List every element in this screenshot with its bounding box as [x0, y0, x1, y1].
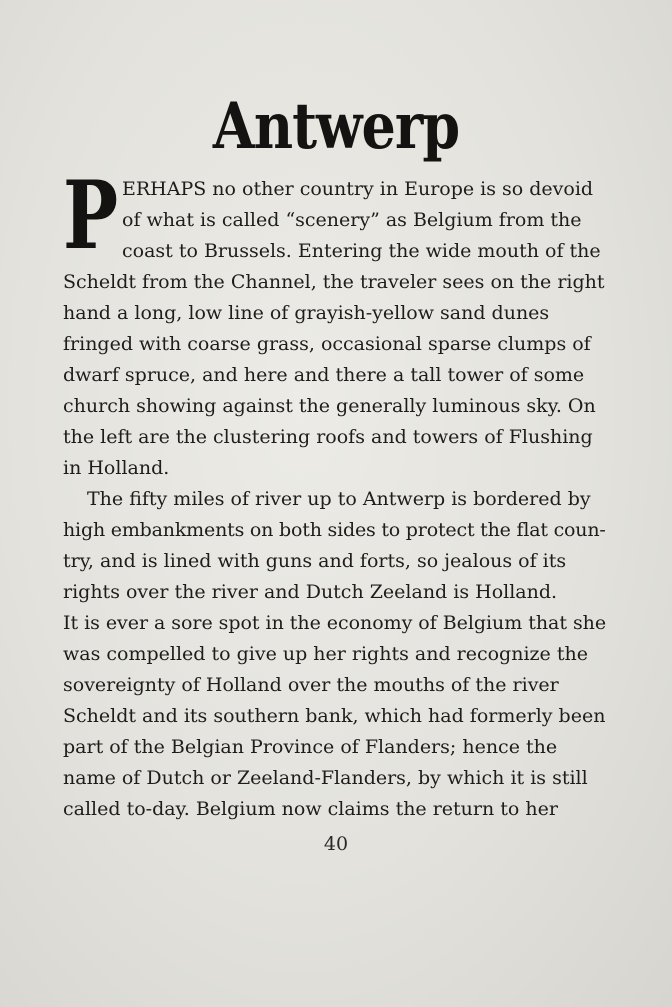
text-line-11: The fifty miles of river up to Antwerp is bordered by	[87, 488, 591, 510]
text-line-7: dwarf spruce, and here and there a tall tower of some	[63, 364, 585, 386]
text-line-16: was compelled to give up her rights and recognize the	[63, 643, 588, 665]
text-line-10: in Holland.	[63, 457, 170, 479]
text-line-5: hand a long, low line of grayish-yellow sand dunes	[63, 302, 550, 324]
text-line-13: try, and is lined with guns and forts, so jealous of its	[63, 550, 567, 572]
text-line-18: Scheldt and its southern bank, which had formerly been	[63, 705, 606, 727]
drop-cap: P	[63, 161, 119, 271]
text-line-4: Scheldt from the Channel, the traveler sees on the right	[63, 271, 605, 293]
text-line-19: part of the Belgian Province of Flanders; hence the	[63, 736, 558, 758]
page-number: 40	[323, 833, 349, 855]
chapter-title: Antwerp	[212, 88, 460, 164]
text-line-21: called to-day. Belgium now claims the return to her	[63, 798, 558, 820]
text-line-12: high embankments on both sides to protect the flat coun-	[63, 519, 606, 541]
text-line-15: It is ever a sore spot in the economy of Belgium that she	[63, 612, 607, 634]
text-line-3: coast to Brussels. Entering the wide mouth of the	[122, 240, 601, 262]
text-line-17: sovereignty of Holland over the mouths of the river	[63, 674, 559, 696]
text-line-14: rights over the river and Dutch Zeeland is Holland.	[63, 581, 558, 603]
text-line-20: name of Dutch or Zeeland-Flanders, by which it is still	[63, 767, 588, 789]
text-line-8: church showing against the generally luminous sky. On	[63, 395, 596, 417]
text-line-1: ERHAPS no other country in Europe is so devoid	[122, 178, 594, 200]
text-line-6: fringed with coarse grass, occasional sparse clumps of	[63, 333, 591, 355]
text-line-2: of what is called “scenery” as Belgium from the	[122, 209, 582, 231]
text-line-9: the left are the clustering roofs and towers of Flushing	[63, 426, 593, 448]
